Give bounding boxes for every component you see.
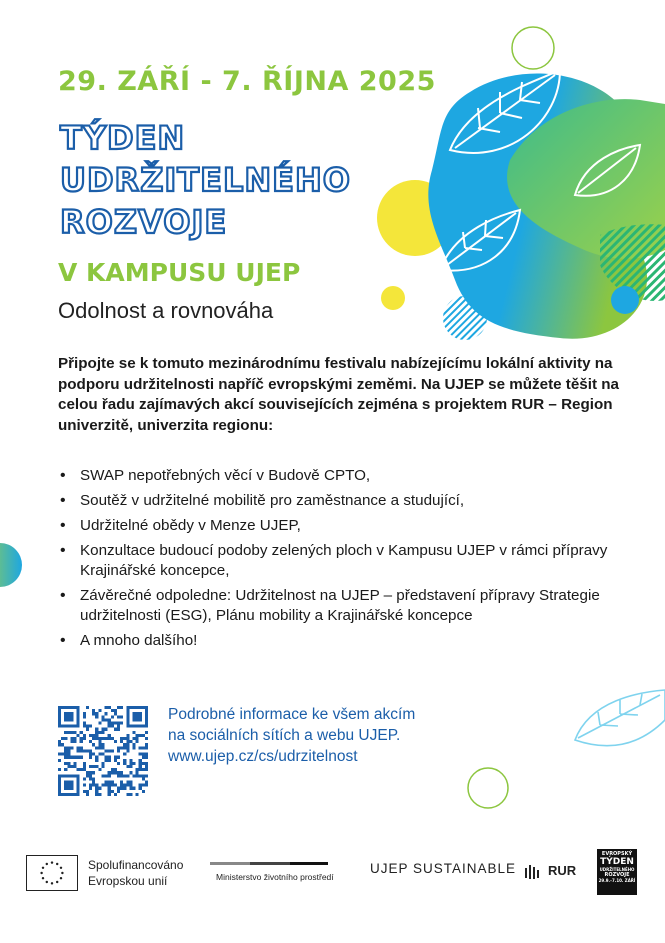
- european-week-logo: [597, 849, 637, 895]
- intro-paragraph: Připojte se k tomuto mezinárodnímu festivalu nabízejícímu lokální aktivity na podporu udržitelnosti napříč evropskými zeměmi. Na UJEP se můžete těšit na celou řadu zajímavých akcí souvisejících zejména s projektem RUR – Region univerzitě, univerzita regionu:: [58, 355, 619, 434]
- eu-cofinanced-text: [88, 857, 183, 889]
- list-item: • A mnoho dalšího!: [58, 631, 618, 651]
- page-title: [60, 117, 351, 243]
- logo-line-5: 29.9.–7.10. ZÁŘÍ: [598, 878, 636, 883]
- eu-text-line-1: Spolufinancováno: [88, 858, 184, 872]
- info-line-2: na sociálních sítích a webu UJEP.: [168, 727, 401, 744]
- info-line-1: Podrobné informace ke všem akcím: [168, 706, 416, 723]
- eu-text-line-2: Evropskou unií: [88, 874, 168, 888]
- title-line-3: ROZVOJE: [60, 203, 228, 241]
- ministry-logo-bar: [210, 859, 328, 869]
- eu-flag-icon: [26, 855, 78, 891]
- green-half-circle-decor: [0, 543, 22, 587]
- campus-heading: V KAMPUSU UJEP: [58, 258, 301, 287]
- info-url-link[interactable]: www.ujep.cz/cs/udrzitelnost: [168, 748, 358, 765]
- ministry-logo-text: Ministerstvo životního prostředí: [216, 872, 334, 882]
- ujep-sustainable-logo: UJEP SUSTAINABLE: [370, 861, 517, 876]
- logo-line-2: TÝDEN: [600, 857, 634, 867]
- list-item: • Udržitelné obědy v Menze UJEP,: [58, 516, 618, 536]
- qr-code[interactable]: [58, 706, 148, 796]
- leaf-outline-lower-decor: [575, 690, 665, 746]
- yellow-dot-decor: [381, 286, 405, 310]
- striped-circle-decor: [443, 296, 487, 340]
- title-line-1: TÝDEN: [60, 119, 186, 157]
- list-item: • Konzultace budoucí podoby zelených ploch v Kampusu UJEP v rámci přípravy Krajinářské koncepce,: [58, 541, 618, 581]
- blue-dot-decor: [611, 286, 639, 314]
- subtitle: Odolnost a rovnováha: [58, 298, 274, 323]
- logo-line-1: EVROPSKÝ: [601, 851, 633, 857]
- logo-line-3: UDRŽITELNÉHO: [599, 867, 635, 872]
- logo-line-4: ROZVOJE: [604, 872, 630, 878]
- list-item: • SWAP nepotřebných věcí v Budově CPTO,: [58, 466, 618, 486]
- rur-logo-icon: [524, 862, 544, 882]
- activity-list: [58, 466, 618, 656]
- outline-circle-decor: [512, 27, 554, 69]
- info-block: [168, 704, 415, 767]
- rur-logo-text: RUR: [548, 863, 577, 878]
- outline-circle-lower-decor: [468, 768, 508, 808]
- event-date: 29. ZÁŘÍ - 7. ŘÍJNA 2025: [58, 66, 436, 97]
- list-item: • Soutěž v udržitelné mobilitě pro zaměstnance a studující,: [58, 491, 618, 511]
- title-line-2: UDRŽITELNÉHO: [60, 161, 351, 199]
- list-item: • Závěrečné odpoledne: Udržitelnost na UJEP – představení přípravy Strategie udržitelnosti (ESG), Plánu mobility a Krajinářské koncepce: [58, 586, 618, 626]
